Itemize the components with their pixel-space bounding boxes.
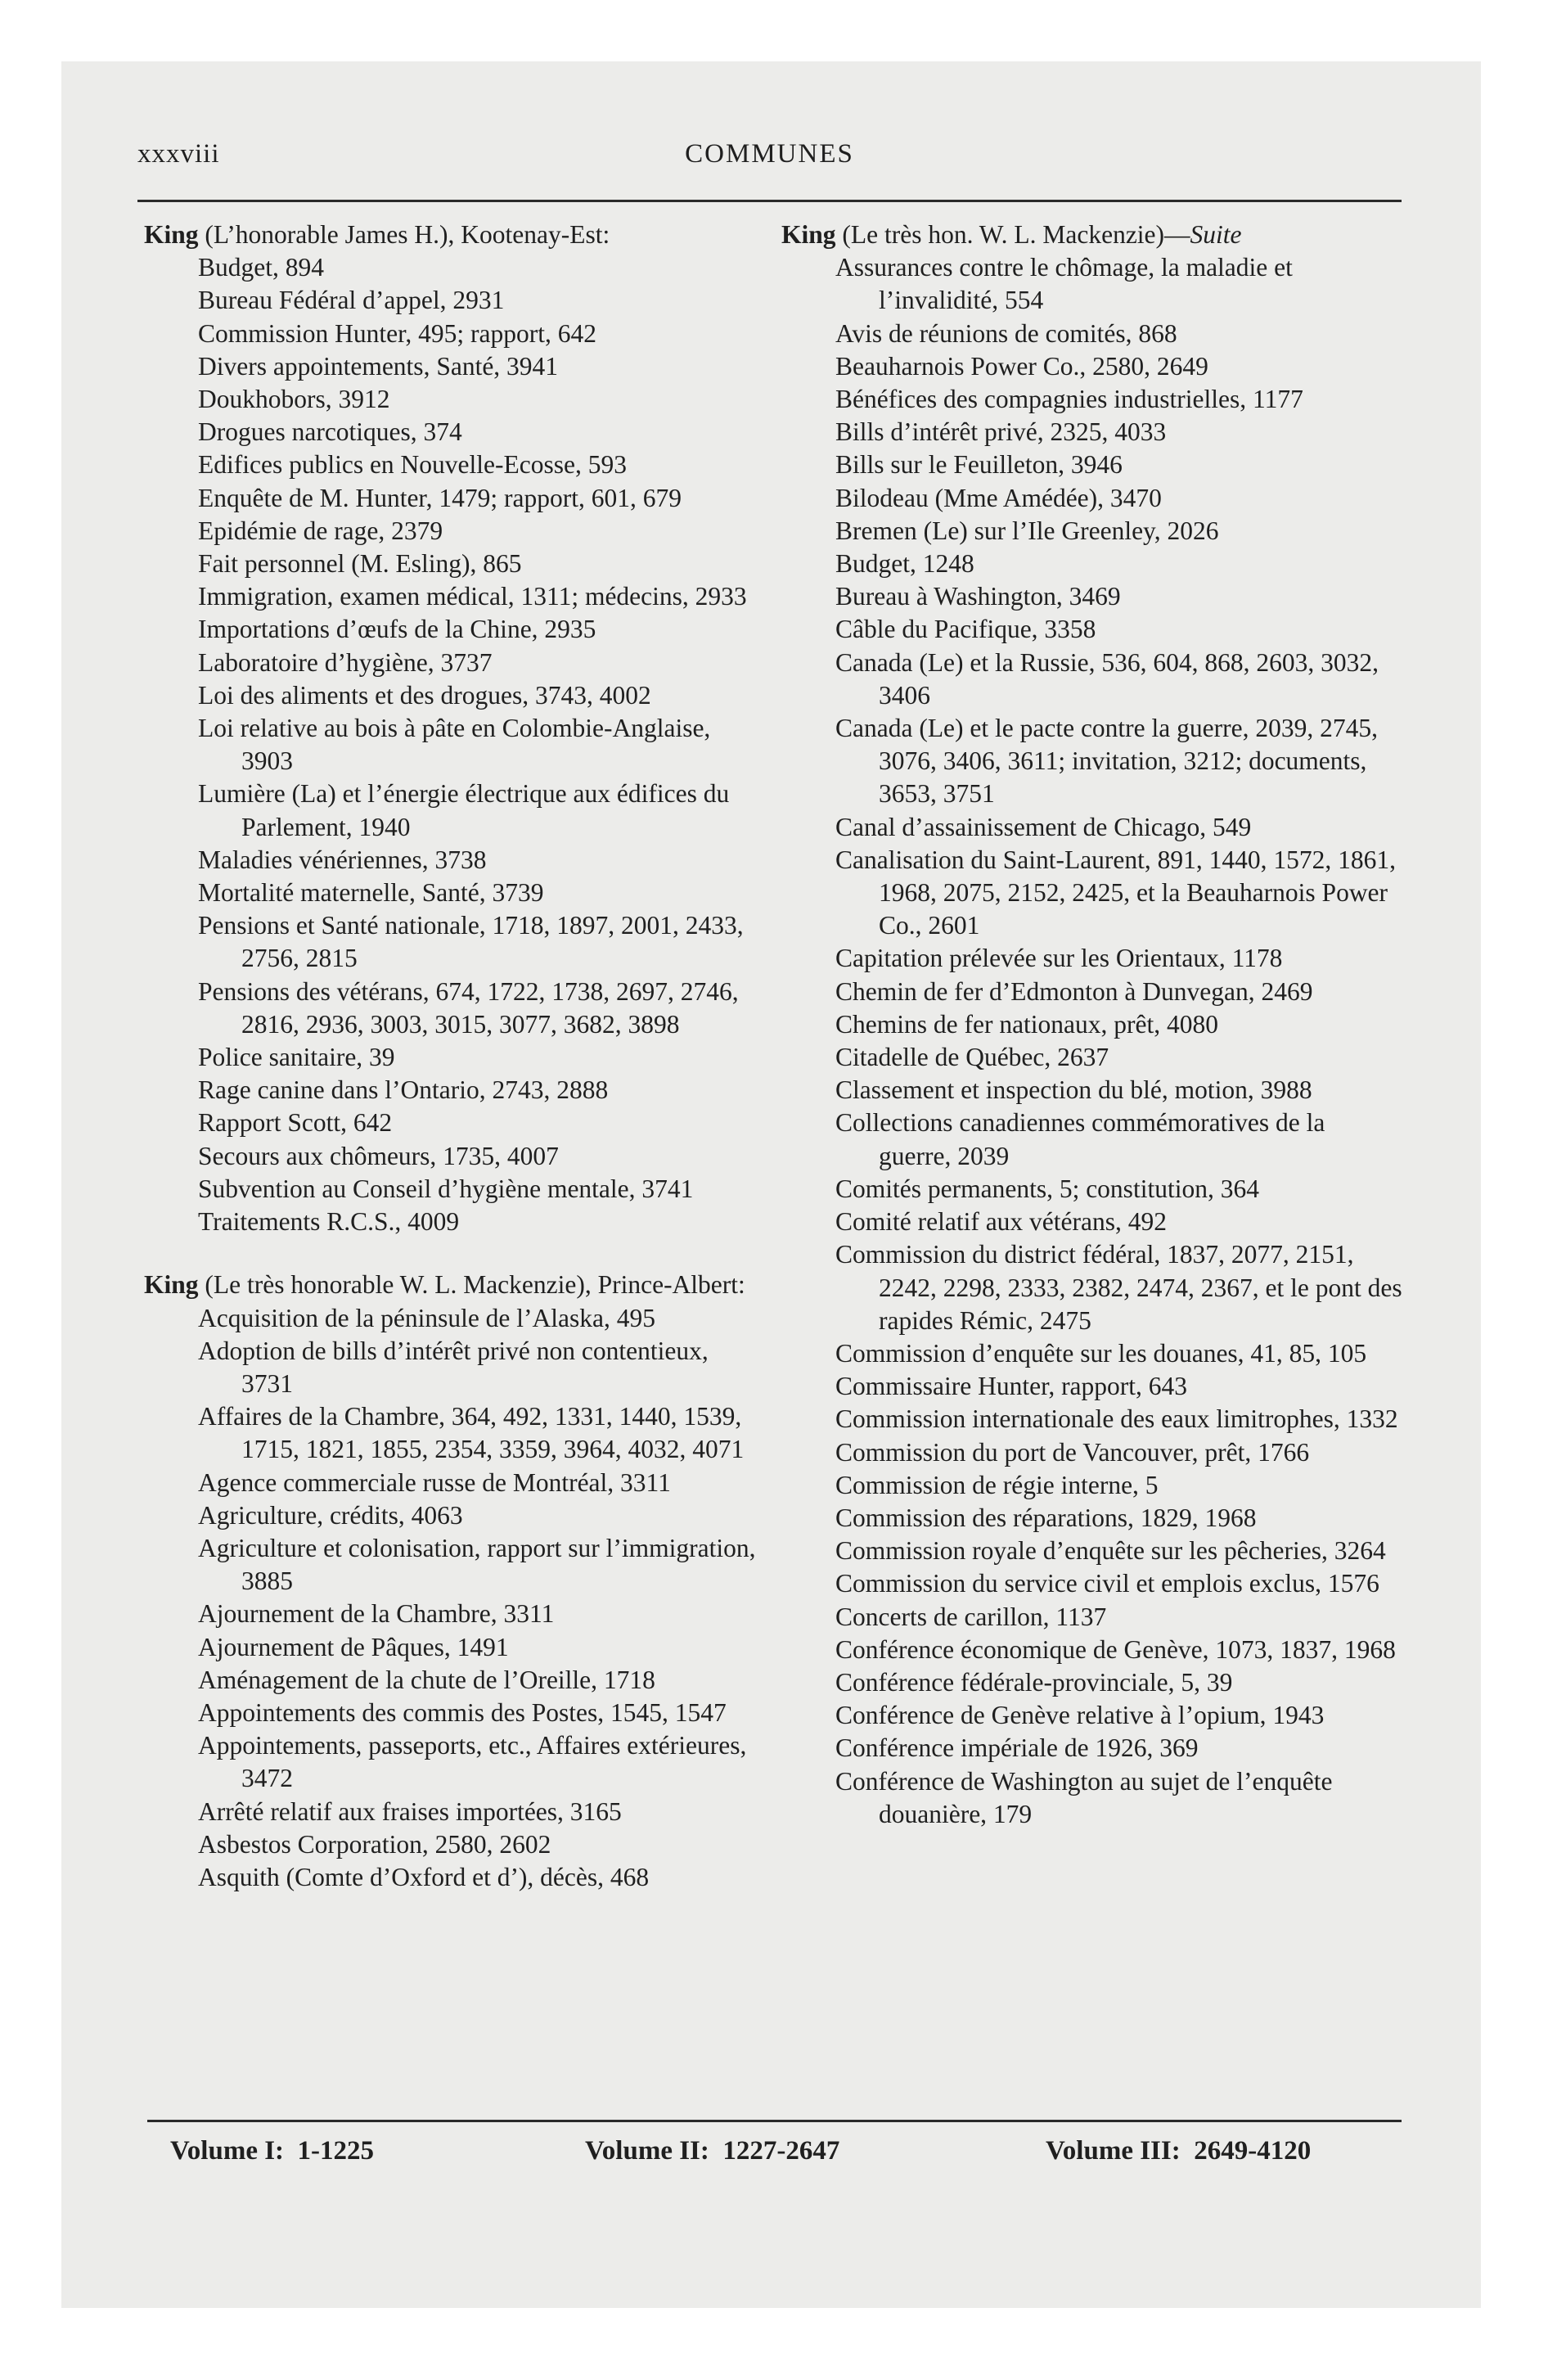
index-entry: Aménagement de la chute de l’Oreille, 1718 <box>198 1665 655 1694</box>
entry-list <box>144 1302 766 1895</box>
index-entry: Commission internationale des eaux limitrophes, 1332 <box>835 1404 1398 1434</box>
volume-range: 1-1225 <box>297 2136 375 2166</box>
index-entry: Chemin de fer d’Edmonton à Dunvegan, 2469 <box>835 976 1313 1006</box>
index-entry: Rapport Scott, 642 <box>198 1108 393 1138</box>
entry-list <box>144 251 766 1238</box>
index-entry: Acquisition de la péninsule de l’Alaska, 495 <box>198 1303 656 1332</box>
index-entry: Affaires de la Chambre, 364, 492, 1331, 1440, 1539, 1715, 1821, 1855, 2354, 3359, 3964, 4032, 4071 <box>198 1402 745 1464</box>
index-entry: Fait personnel (M. Esling), 865 <box>198 549 522 579</box>
index-entry: Canal d’assainissement de Chicago, 549 <box>835 812 1252 841</box>
index-entry: Canada (Le) et le pacte contre la guerre, 2039, 2745, 3076, 3406, 3611; invitation, 3212; documents, 3653, 3751 <box>835 714 1378 809</box>
heading-qualifier: (L’honorable James H.), Kootenay-Est: <box>198 220 610 249</box>
index-entry: Bénéfices des compagnies industrielles, 1177 <box>835 385 1303 414</box>
index-entry: Collections canadiennes commémoratives de la guerre, 2039 <box>835 1108 1325 1170</box>
index-entry: Agriculture et colonisation, rapport sur l’immigration, 3885 <box>198 1533 756 1596</box>
index-entry: Commission des réparations, 1829, 1968 <box>835 1503 1257 1532</box>
index-entry: Conférence impériale de 1926, 369 <box>835 1733 1199 1763</box>
heading-surname: King <box>144 220 199 249</box>
volume-range: 1227-2647 <box>722 2136 840 2166</box>
index-entry: Maladies vénériennes, 3738 <box>198 845 487 874</box>
index-entry: Conférence de Washington au sujet de l’enquête douanière, 179 <box>835 1766 1333 1828</box>
index-heading <box>144 219 766 251</box>
index-entry: Appointements des commis des Postes, 1545, 1547 <box>198 1697 727 1727</box>
index-entry: Commission Hunter, 495; rapport, 642 <box>198 318 596 348</box>
index-entry: Enquête de M. Hunter, 1479; rapport, 601, 679 <box>198 483 682 512</box>
index-entry: Avis de réunions de comités, 868 <box>835 318 1177 348</box>
volume-label: Volume I: <box>170 2136 285 2166</box>
index-entry: Laboratoire d’hygiène, 3737 <box>198 647 493 677</box>
index-entry: Beauharnois Power Co., 2580, 2649 <box>835 351 1208 381</box>
index-entry: Conférence de Genève relative à l’opium, 1943 <box>835 1701 1325 1730</box>
page-header <box>137 139 1402 188</box>
index-entry: Police sanitaire, 39 <box>198 1043 395 1072</box>
index-entry: Bureau Fédéral d’appel, 2931 <box>198 286 505 315</box>
index-entry: Drogues narcotiques, 374 <box>198 417 462 447</box>
header-rule <box>137 200 1402 202</box>
index-entry: Bills d’intérêt privé, 2325, 4033 <box>835 417 1167 447</box>
index-entry: Lumière (La) et l’énergie électrique aux édifices du Parlement, 1940 <box>198 779 730 841</box>
index-entry: Conférence fédérale-provinciale, 5, 39 <box>835 1667 1233 1697</box>
index-entry: Importations d’œufs de la Chine, 2935 <box>198 615 596 644</box>
index-entry: Rage canine dans l’Ontario, 2743, 2888 <box>198 1075 609 1105</box>
index-entry: Arrêté relatif aux fraises importées, 3165 <box>198 1796 622 1826</box>
index-entry: Conférence économique de Genève, 1073, 1837, 1968 <box>835 1634 1396 1664</box>
index-entry: Appointements, passeports, etc., Affaires extérieures, 3472 <box>198 1731 747 1793</box>
index-entry: Adoption de bills d’intérêt privé non contentieux, 3731 <box>198 1336 709 1398</box>
footer-rule <box>147 2120 1402 2122</box>
index-entry: Asbestos Corporation, 2580, 2602 <box>198 1829 551 1859</box>
index-entry: Canada (Le) et la Russie, 536, 604, 868, 2603, 3032, 3406 <box>835 647 1379 710</box>
index-entry: Chemins de fer nationaux, prêt, 4080 <box>835 1009 1219 1039</box>
index-entry: Immigration, examen médical, 1311; médecins, 2933 <box>198 582 747 611</box>
index-entry: Concerts de carillon, 1137 <box>835 1602 1107 1631</box>
index-entry: Commission royale d’enquête sur les pêcheries, 3264 <box>835 1536 1386 1566</box>
left-column <box>144 219 766 1894</box>
index-entry: Divers appointements, Santé, 3941 <box>198 351 559 381</box>
index-entry: Traitements R.C.S., 4009 <box>198 1207 460 1237</box>
index-entry: Câble du Pacifique, 3358 <box>835 615 1096 644</box>
running-head: COMMUNES <box>685 139 854 169</box>
index-entry: Assurances contre le chômage, la maladie et l’invalidité, 554 <box>835 253 1293 315</box>
heading-qualifier: (Le très hon. W. L. Mackenzie)— <box>835 220 1190 249</box>
index-entry: Loi des aliments et des drogues, 3743, 4002 <box>198 680 651 710</box>
volume-label: Volume III: <box>1046 2136 1181 2166</box>
spacer <box>144 1238 766 1269</box>
index-entry: Bilodeau (Mme Amédée), 3470 <box>835 483 1162 512</box>
volume-3 <box>1046 2136 1311 2166</box>
index-entry: Commission de régie interne, 5 <box>835 1470 1159 1499</box>
index-entry: Ajournement de Pâques, 1491 <box>198 1632 509 1661</box>
heading-surname: King <box>781 220 836 249</box>
index-entry: Budget, 894 <box>198 253 324 282</box>
index-entry: Bureau à Washington, 3469 <box>835 582 1121 611</box>
index-entry: Comité relatif aux vétérans, 492 <box>835 1207 1167 1237</box>
index-heading <box>144 1269 766 1301</box>
index-entry: Comités permanents, 5; constitution, 364 <box>835 1174 1259 1203</box>
volume-2 <box>585 2136 839 2166</box>
index-entry: Pensions des vétérans, 674, 1722, 1738, 2697, 2746, 2816, 2936, 3003, 3015, 3077, 3682, 3898 <box>198 976 739 1039</box>
page-number: xxxviii <box>137 139 220 169</box>
index-entry: Epidémie de rage, 2379 <box>198 516 443 545</box>
index-entry: Classement et inspection du blé, motion, 3988 <box>835 1075 1312 1105</box>
index-entry: Capitation prélevée sur les Orientaux, 1178 <box>835 944 1283 973</box>
index-entry: Doukhobors, 3912 <box>198 385 390 414</box>
index-entry: Agence commerciale russe de Montréal, 3311 <box>198 1467 671 1497</box>
index-entry: Bremen (Le) sur l’Ile Greenley, 2026 <box>835 516 1219 545</box>
index-entry: Budget, 1248 <box>835 549 974 579</box>
heading-surname: King <box>144 1270 199 1300</box>
index-entry: Edifices publics en Nouvelle-Ecosse, 593 <box>198 450 627 480</box>
volume-label: Volume II: <box>585 2136 709 2166</box>
entry-list <box>781 251 1403 1831</box>
index-entry: Commissaire Hunter, rapport, 643 <box>835 1372 1188 1401</box>
index-entry: Commission du service civil et emplois exclus, 1576 <box>835 1569 1379 1598</box>
index-heading <box>781 219 1403 251</box>
index-entry: Loi relative au bois à pâte en Colombie-Anglaise, 3903 <box>198 714 711 776</box>
heading-qualifier: (Le très honorable W. L. Mackenzie), Prince-Albert: <box>198 1270 745 1300</box>
index-entry: Pensions et Santé nationale, 1718, 1897, 2001, 2433, 2756, 2815 <box>198 911 744 973</box>
index-entry: Ajournement de la Chambre, 3311 <box>198 1599 555 1629</box>
index-entry: Mortalité maternelle, Santé, 3739 <box>198 878 544 908</box>
volume-range: 2649-4120 <box>1194 2136 1312 2166</box>
index-entry: Bills sur le Feuilleton, 3946 <box>835 450 1123 480</box>
index-entry: Agriculture, crédits, 4063 <box>198 1500 463 1530</box>
right-column <box>781 219 1403 1831</box>
index-entry: Commission du port de Vancouver, prêt, 1766 <box>835 1437 1310 1467</box>
heading-suite: Suite <box>1190 220 1242 249</box>
index-entry: Subvention au Conseil d’hygiène mentale, 3741 <box>198 1174 694 1203</box>
index-entry: Citadelle de Québec, 2637 <box>835 1043 1109 1072</box>
index-entry: Commission d’enquête sur les douanes, 41, 85, 105 <box>835 1338 1367 1368</box>
volume-key <box>147 2136 1402 2177</box>
index-entry: Asquith (Comte d’Oxford et d’), décès, 468 <box>198 1862 650 1891</box>
index-entry: Canalisation du Saint-Laurent, 891, 1440, 1572, 1861, 1968, 2075, 2152, 2425, et la Beauharnois Power Co., 2601 <box>835 845 1397 940</box>
volume-1 <box>170 2136 374 2166</box>
index-entry: Secours aux chômeurs, 1735, 4007 <box>198 1141 559 1170</box>
index-entry: Commission du district fédéral, 1837, 2077, 2151, 2242, 2298, 2333, 2382, 2474, 2367, et le pont des rapides Rémic, 2475 <box>835 1240 1402 1335</box>
